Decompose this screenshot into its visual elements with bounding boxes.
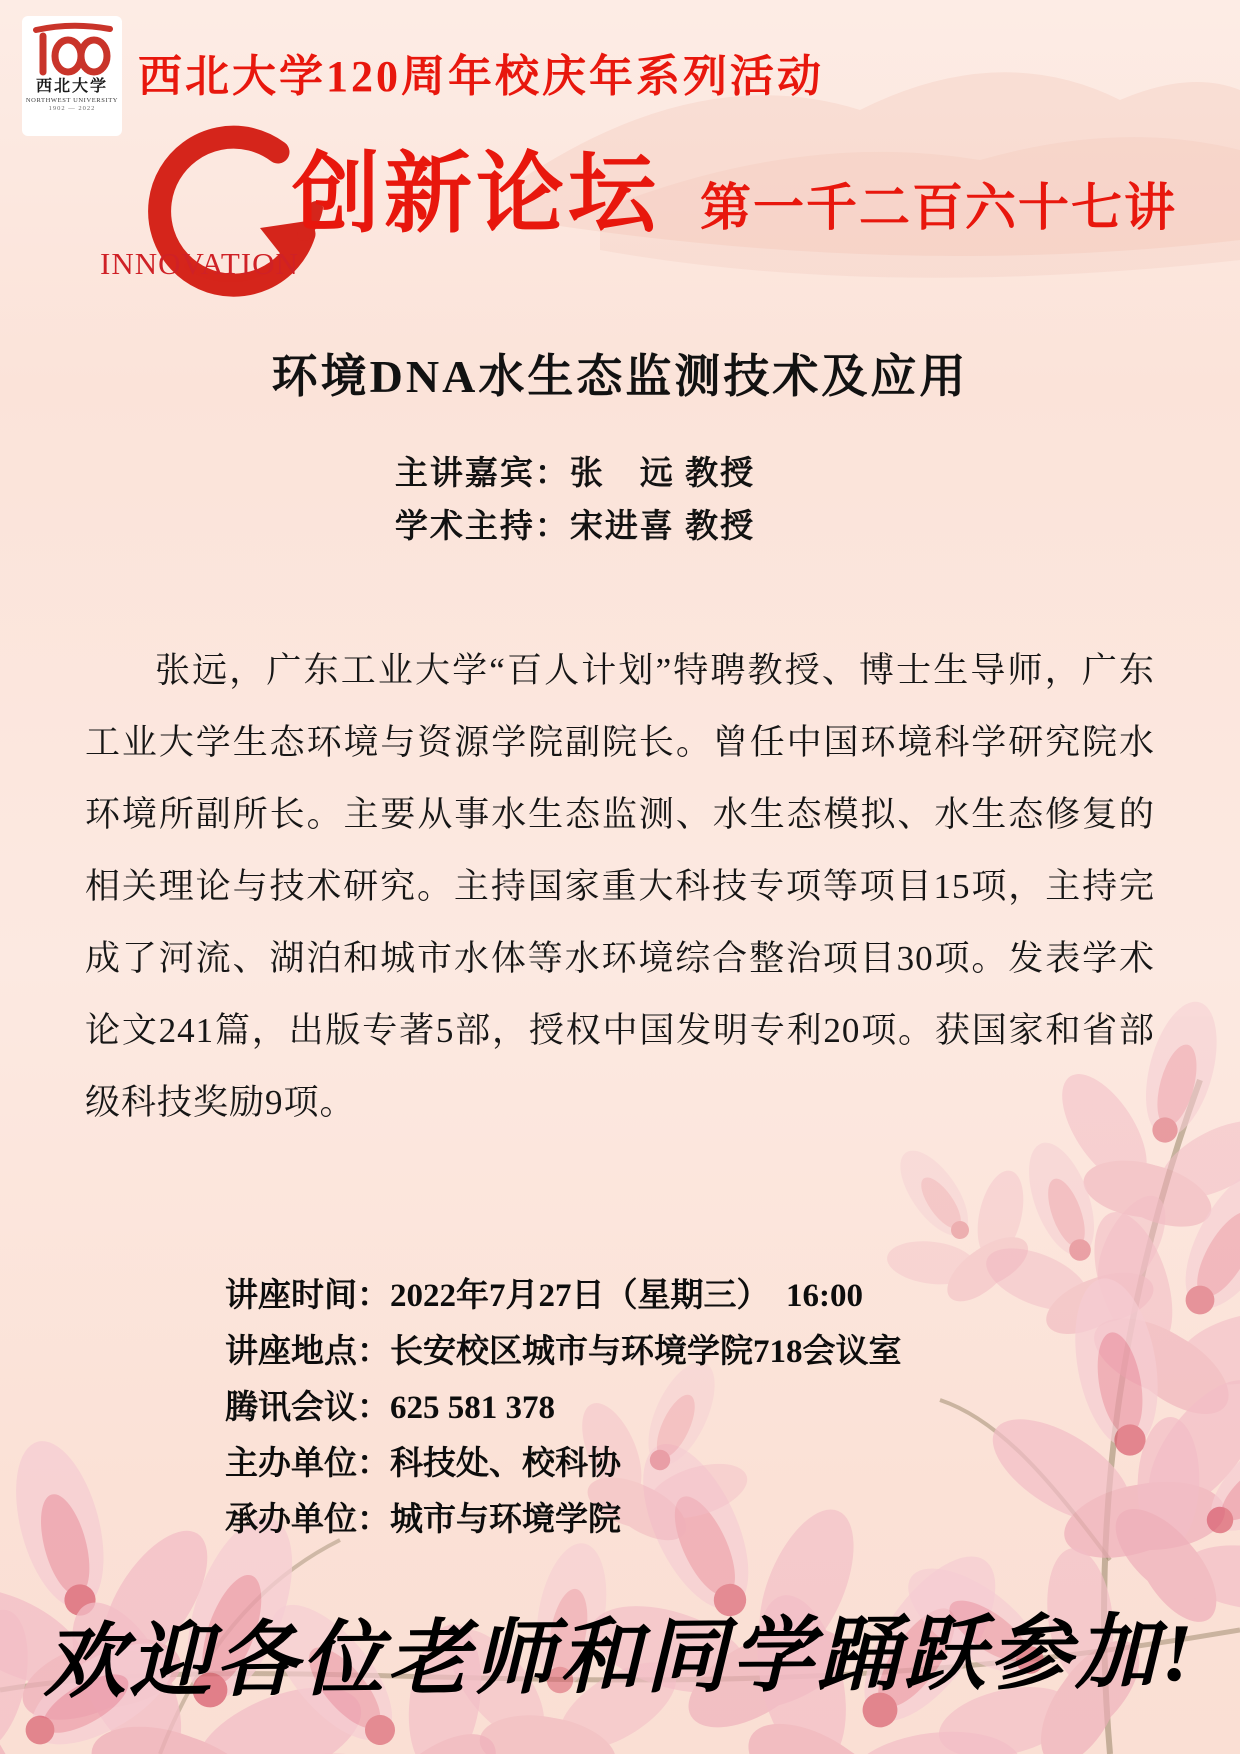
detail-organizer	[225, 1436, 902, 1492]
badge-university-name: 西北大学	[35, 78, 108, 95]
detail-meeting-id	[225, 1380, 902, 1436]
detail-time	[225, 1268, 902, 1324]
detail-co-organizer-label: 承办单位：	[225, 1502, 390, 1538]
detail-meeting-value: 625 581 378	[390, 1390, 555, 1426]
detail-co-organizer-value: 城市与环境学院	[390, 1502, 621, 1538]
forum-session-number: 第一千二百六十七讲	[700, 179, 1178, 236]
detail-location-label: 讲座地点：	[225, 1334, 390, 1370]
detail-organizer-value: 科技处、校科协	[390, 1446, 621, 1482]
lecture-title: 环境DNA水生态监测技术及应用	[271, 351, 969, 402]
detail-location-value: 长安校区城市与环境学院718会议室	[390, 1334, 902, 1370]
detail-co-organizer	[225, 1492, 902, 1548]
detail-meeting-label: 腾讯会议：	[225, 1390, 390, 1426]
badge-university-name-en: NORTHWEST UNIVERSITY	[25, 97, 119, 104]
university-badge	[22, 16, 122, 136]
innovation-caption: INNOVATION	[100, 246, 299, 281]
detail-time-value: 2022年7月27日（星期三） 16:00	[390, 1278, 863, 1314]
forum-title: 创新论坛	[292, 144, 661, 243]
host-line: 学术主持：宋进喜 教授	[394, 509, 756, 545]
badge-anniversary-years: 1902 — 2022	[48, 105, 96, 112]
speaker-block	[0, 448, 1150, 554]
detail-location	[225, 1324, 902, 1380]
speaker-bio-paragraph: 张远，广东工业大学“百人计划”特聘教授、博士生导师，广东工业大学生态环境与资源学院副院长。曾任中国环境科学研究院水环境所副所长。主要从事水生态监测、水生态模拟、水生态修复的相关理论与技术研究。主持国家重大科技专项等项目15项，主持完成了河流、湖泊和城市水体等水环境综合整治项目30项。发表学术论文241篇，出版专著5部，授权中国发明专利20项。获国家和省部级科技奖励9项。	[85, 651, 1155, 1122]
event-details	[225, 1268, 902, 1548]
anniversary-100-icon	[30, 20, 114, 76]
detail-organizer-label: 主办单位：	[225, 1446, 390, 1482]
speaker-line: 主讲嘉宾：张 远 教授	[394, 456, 756, 492]
anniversary-slogan: 西北大学120周年校庆年系列活动	[138, 52, 824, 101]
forum-title-row	[292, 144, 1178, 243]
detail-time-label: 讲座时间：	[225, 1278, 390, 1314]
welcome-calligraphy: 欢迎各位老师和同学踊跃参加!	[42, 1606, 1198, 1709]
